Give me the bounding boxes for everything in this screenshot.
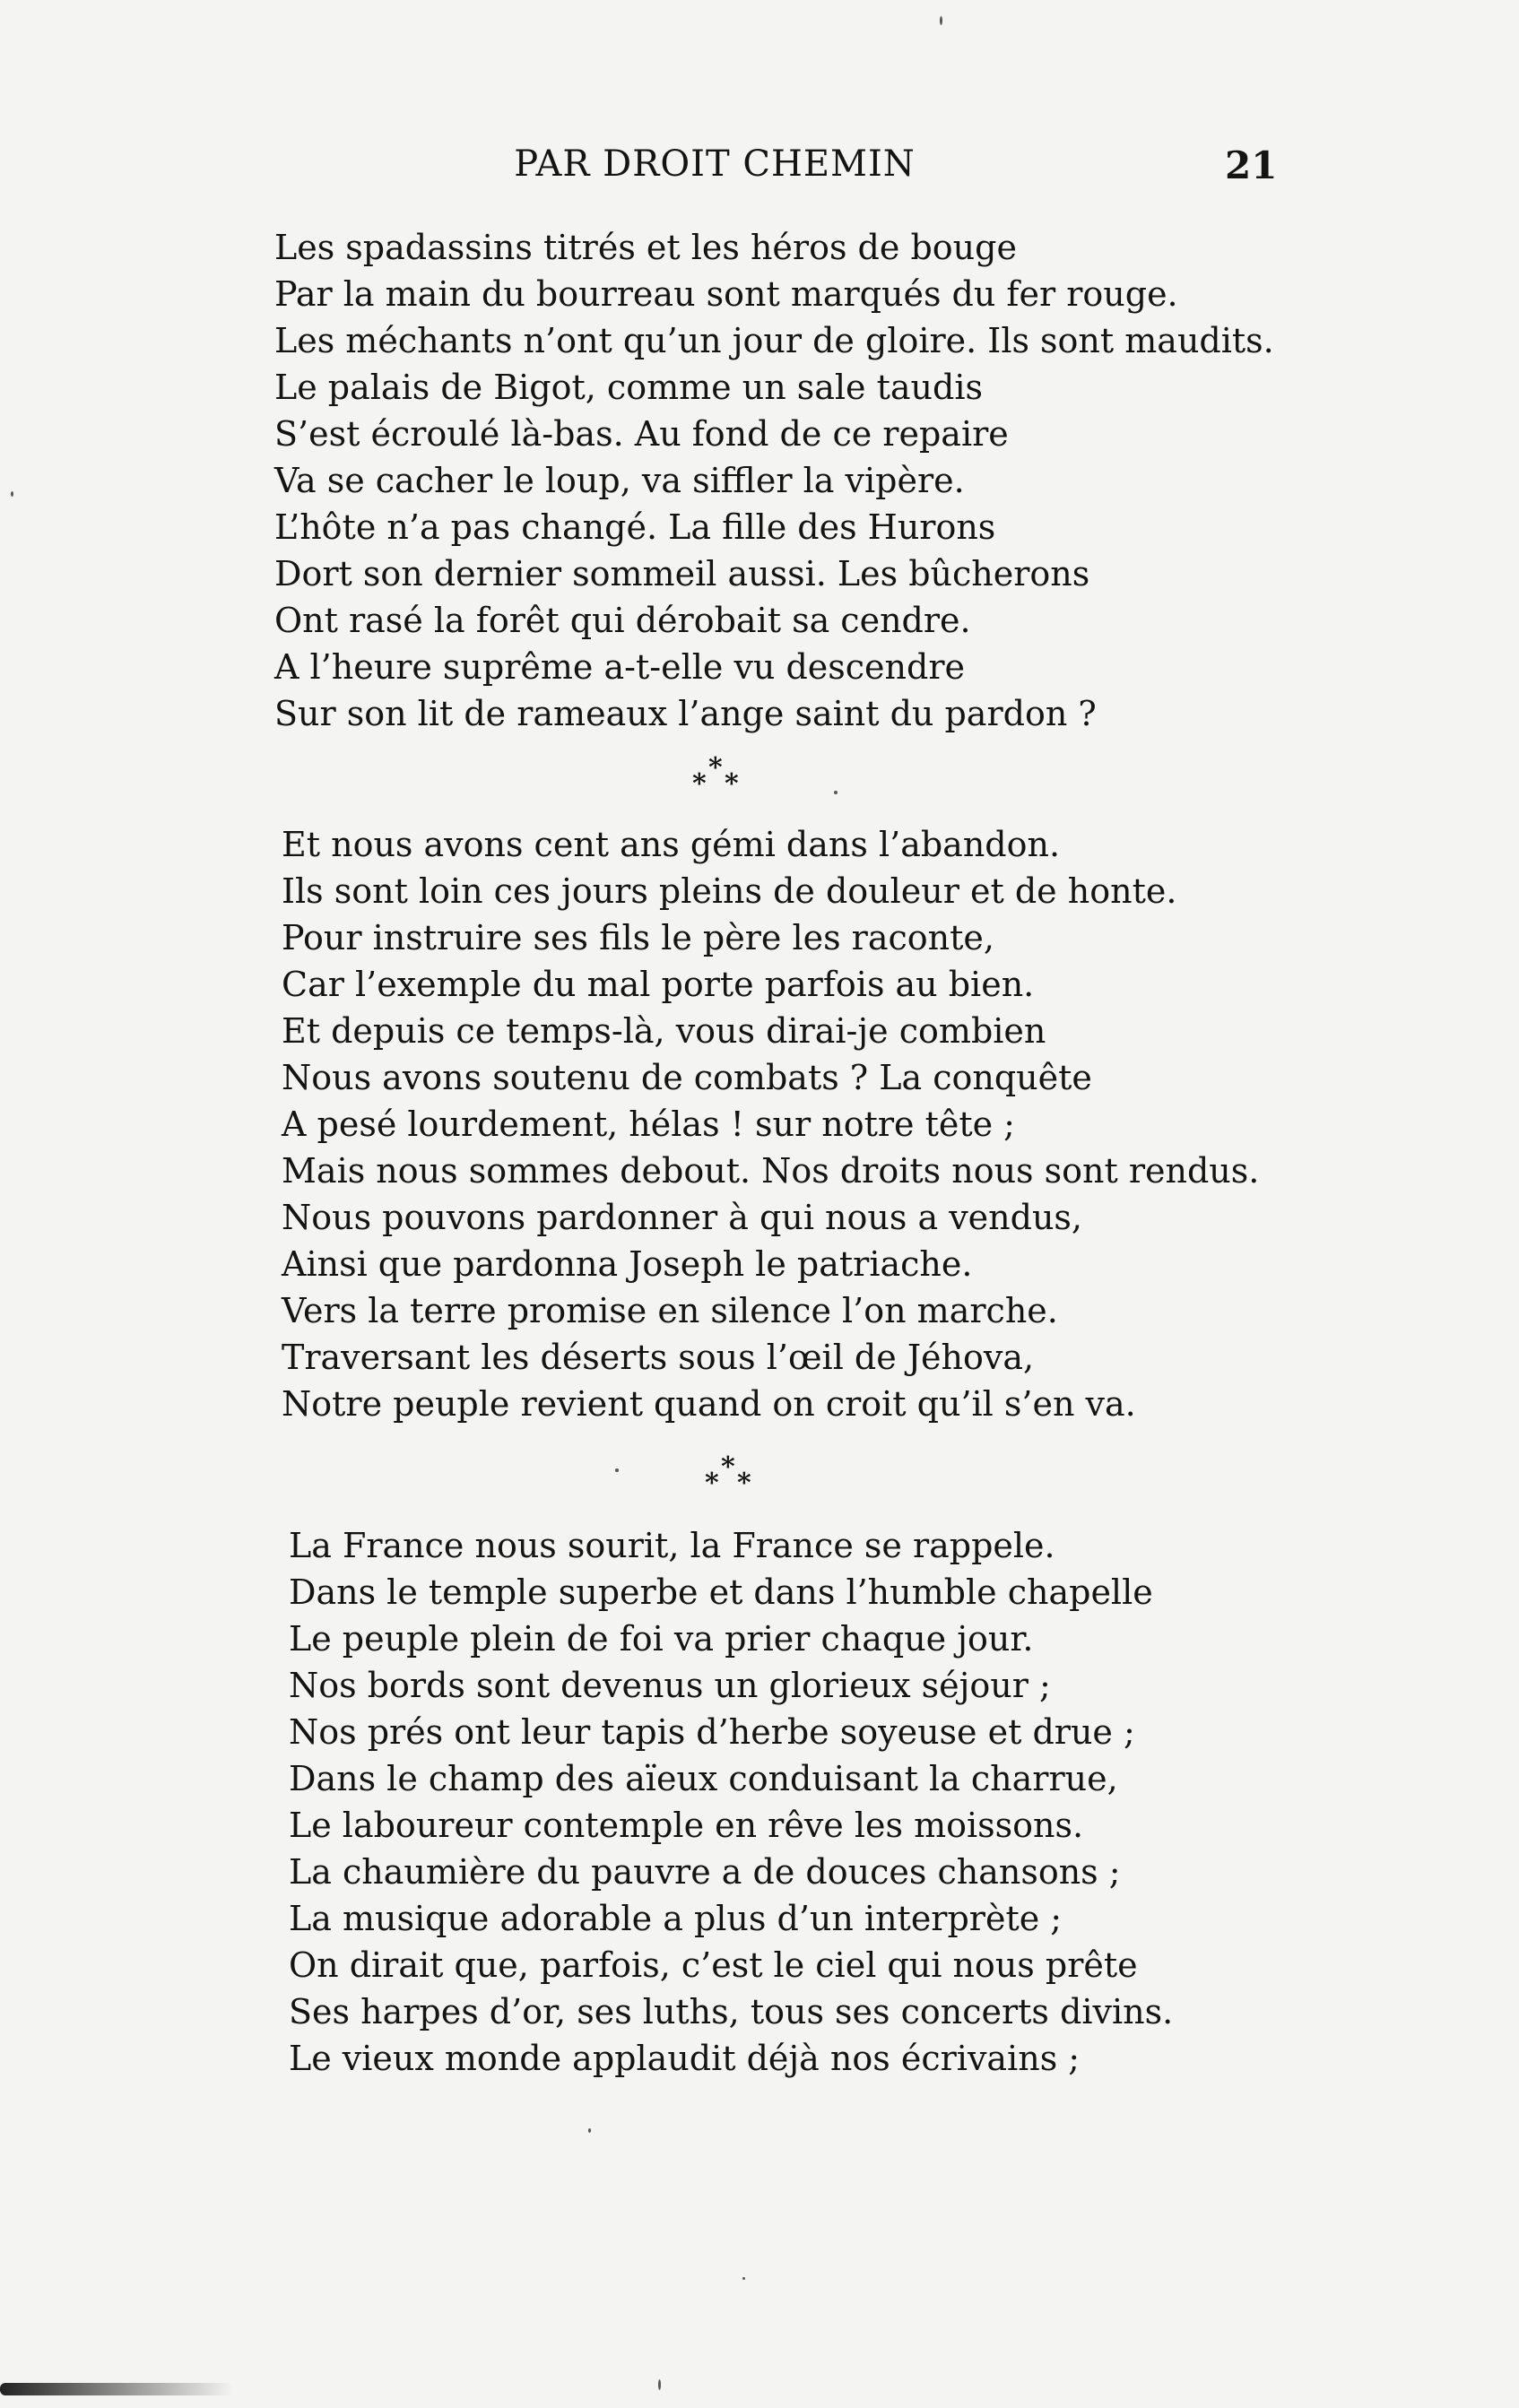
scan-speck (742, 2277, 745, 2280)
verse-line: Nos bords sont devenus un glorieux séjour ; (289, 1666, 1051, 1705)
verse-line: Le laboureur contemple en rêve les moissons. (289, 1806, 1084, 1845)
running-title: PAR DROIT CHEMIN (514, 143, 916, 185)
verse-line: La chaumière du pauvre a de douces chansons ; (289, 1852, 1121, 1892)
verse-line: Le palais de Bigot, comme un sale taudis (274, 368, 984, 407)
verse-line: L’hôte n’a pas changé. La fille des Hurons (274, 507, 996, 547)
scan-speck (11, 491, 13, 497)
verse-line: Par la main du bourreau sont marqués du fer rouge. (274, 274, 1178, 314)
verse-line: S’est écroulé là-bas. Au fond de ce repaire (274, 414, 1009, 454)
page-number: 21 (1225, 143, 1278, 187)
stanza-3 (289, 1522, 1365, 2082)
stanza-2 (282, 821, 1358, 1427)
scan-speck (940, 16, 942, 25)
verse-line: Dans le champ des aïeux conduisant la charrue, (289, 1759, 1118, 1798)
asterism-star: * (692, 768, 707, 800)
verse-line: Ses harpes d’or, ses luths, tous ses concerts divins. (289, 1992, 1174, 2031)
scan-speck (658, 2379, 661, 2390)
verse-line: Mais nous sommes debout. Nos droits nous sont rendus. (282, 1151, 1260, 1191)
verse-line: Ont rasé la forêt qui dérobait sa cendre. (274, 601, 971, 640)
verse-line: Ils sont loin ces jours pleins de douleur et de honte. (282, 871, 1177, 911)
verse-line: Dans le temple superbe et dans l’humble chapelle (289, 1572, 1153, 1612)
verse-line: Et depuis ce temps-là, vous dirai-je combien (282, 1011, 1046, 1051)
verse-line: Nos prés ont leur tapis d’herbe soyeuse et drue ; (289, 1712, 1135, 1752)
verse-line: Sur son lit de rameaux l’ange saint du pardon ? (274, 694, 1097, 733)
verse-line: On dirait que, parfois, c’est le ciel qui nous prête (289, 1945, 1138, 1985)
scan-speck (615, 1468, 619, 1472)
verse-line: Nous pouvons pardonner à qui nous a vendus, (282, 1198, 1082, 1237)
verse-line: Et nous avons cent ans gémi dans l’abandon. (282, 825, 1061, 864)
verse-line: Le peuple plein de foi va prier chaque jour. (289, 1619, 1034, 1659)
scan-edge-smudge (0, 2383, 233, 2395)
asterism-star: * (737, 1468, 751, 1499)
asterism-star: * (725, 768, 739, 800)
verse-line: Traversant les déserts sous l’œil de Jéhova, (282, 1338, 1035, 1377)
verse-line: Car l’exemple du mal porte parfois au bien. (282, 965, 1035, 1004)
asterism-star: * (708, 752, 723, 784)
verse-line: Pour instruire ses fils le père les raconte, (282, 918, 994, 957)
verse-line: A l’heure suprême a-t-elle vu descendre (274, 647, 966, 687)
verse-line: La musique adorable a plus d’un interprète ; (289, 1899, 1063, 1938)
asterism-star: * (721, 1451, 735, 1483)
asterism-star: * (705, 1468, 719, 1499)
verse-line: Le vieux monde applaudit déjà nos écrivains ; (289, 2039, 1081, 2078)
stanza-1 (274, 224, 1350, 737)
scan-speck (834, 791, 838, 794)
asterism-separator (689, 752, 751, 800)
verse-line: Va se cacher le loup, va siffler la vipère. (274, 461, 965, 500)
scan-speck (588, 2128, 591, 2133)
verse-line: Les spadassins titrés et les héros de bouge (274, 228, 1017, 267)
verse-line: Vers la terre promise en silence l’on marche. (282, 1291, 1058, 1330)
verse-line: Nous avons soutenu de combats ? La conquête (282, 1058, 1092, 1097)
verse-line: Dort son dernier sommeil aussi. Les bûcherons (274, 554, 1090, 593)
verse-line: Ainsi que pardonna Joseph le patriache. (282, 1244, 973, 1284)
verse-line: Notre peuple revient quand on croit qu’il s’en va. (282, 1384, 1136, 1424)
asterism-separator (701, 1451, 764, 1499)
verse-line: Les méchants n’ont qu’un jour de gloire. Ils sont maudits. (274, 321, 1274, 360)
verse-line: La France nous sourit, la France se rappele. (289, 1526, 1055, 1565)
verse-line: A pesé lourdement, hélas ! sur notre tête ; (282, 1104, 1015, 1144)
